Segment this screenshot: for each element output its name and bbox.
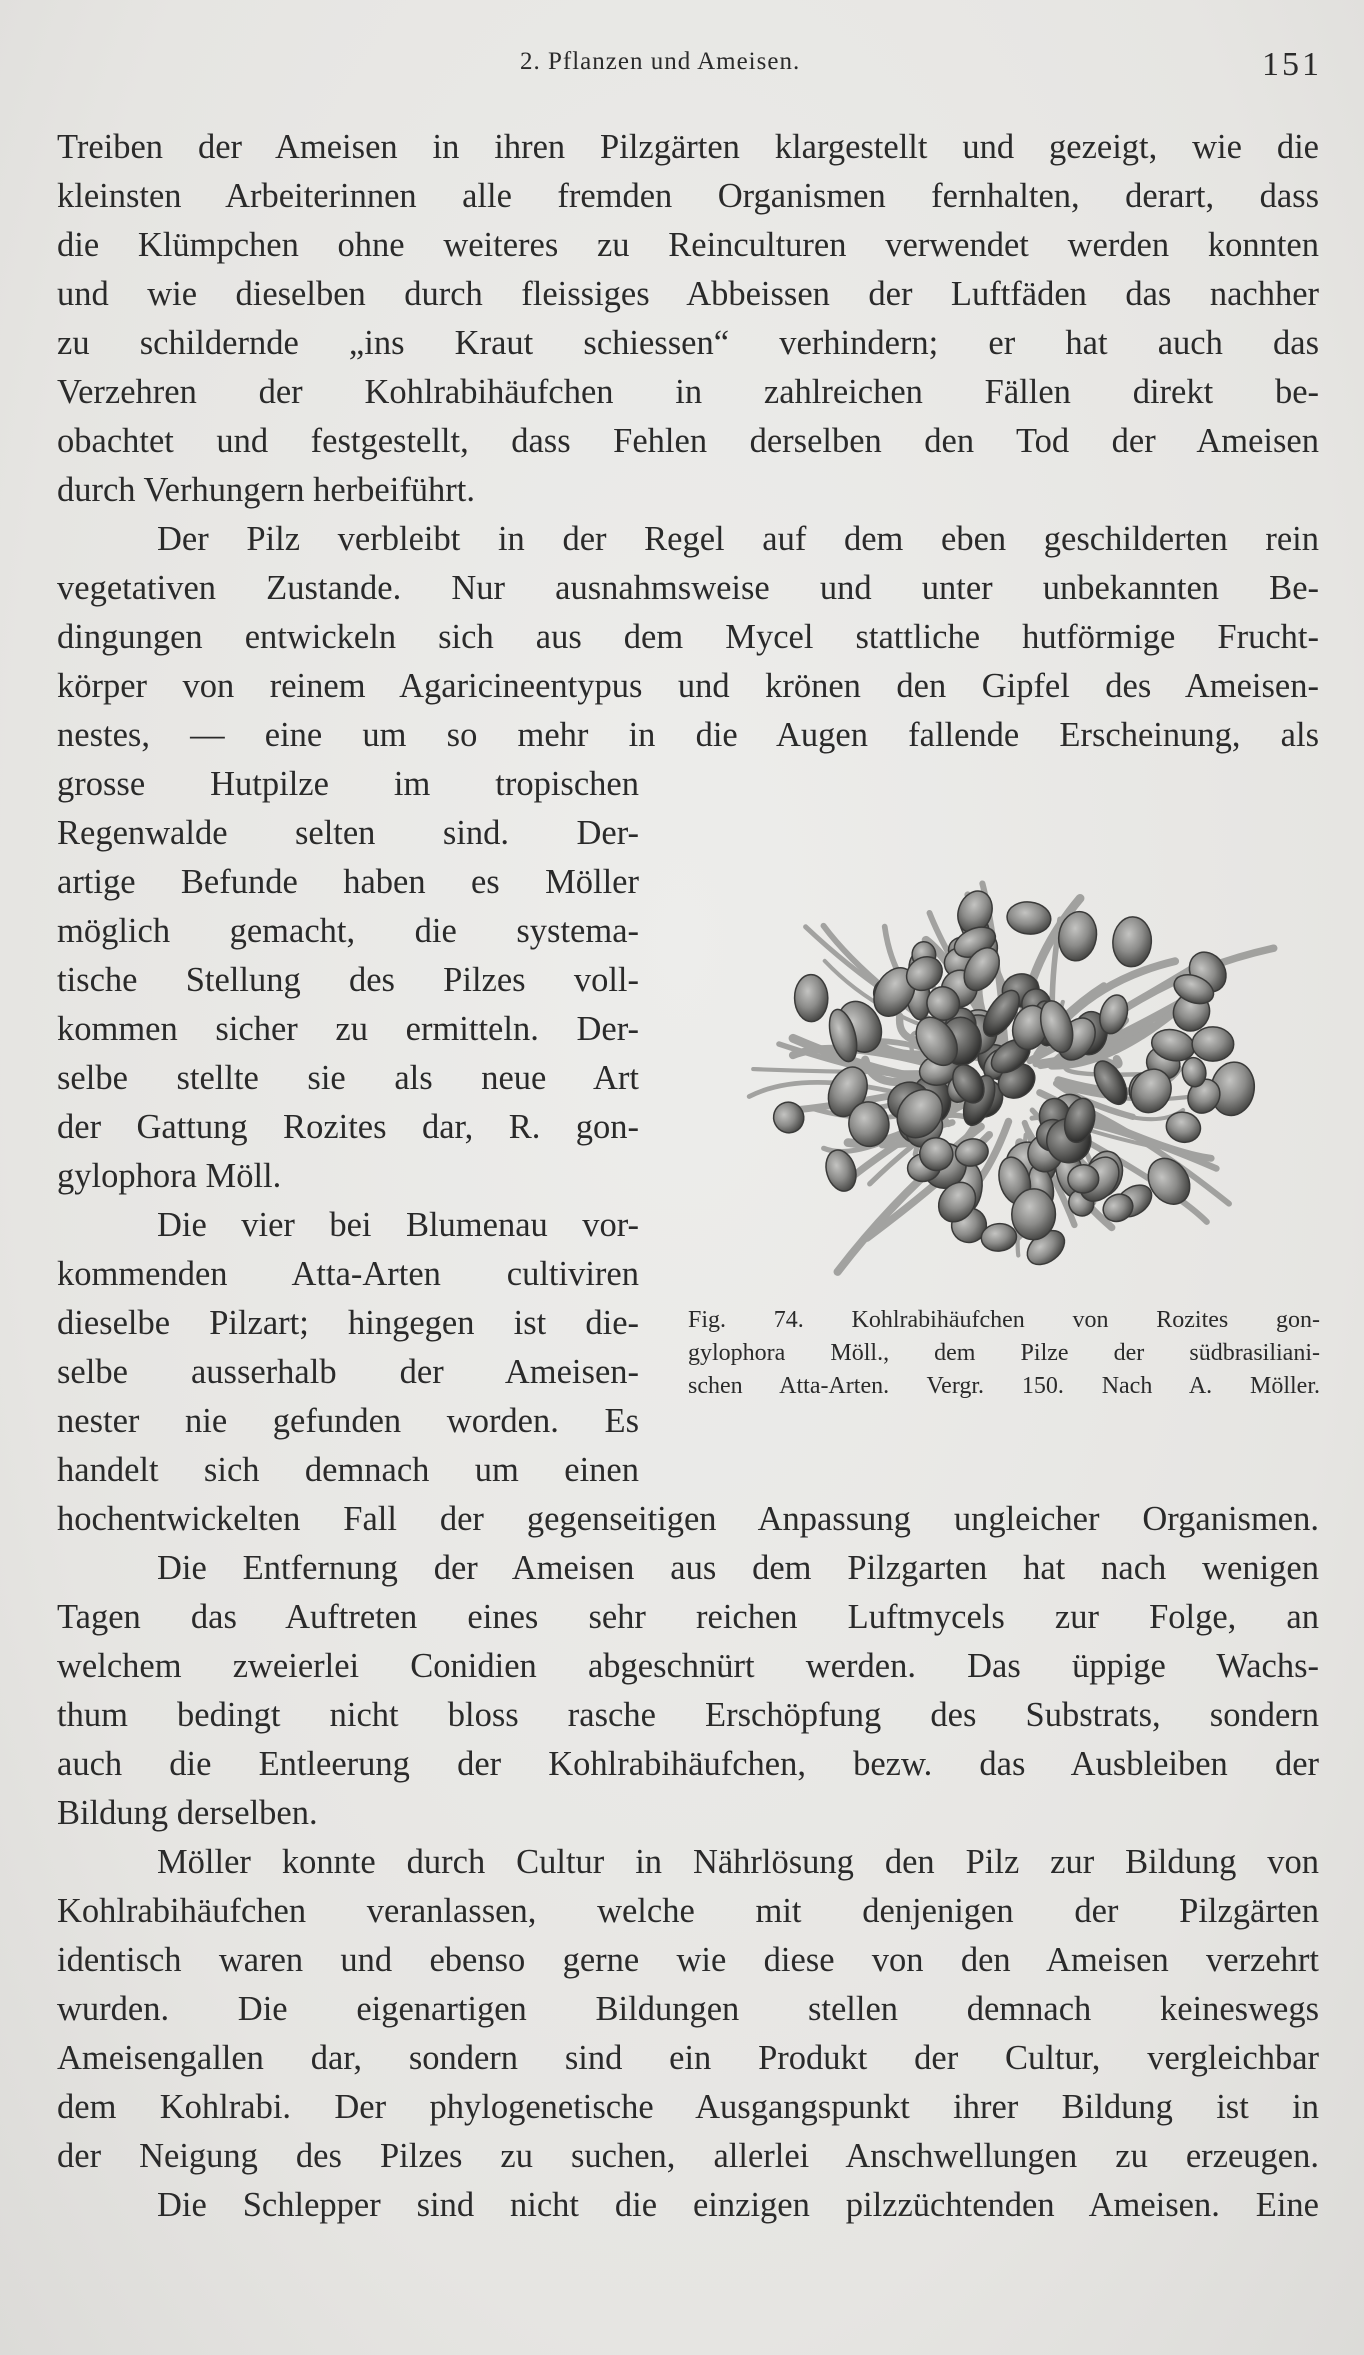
text-line: durch Verhungern herbeiführt. [57, 471, 476, 509]
text-line: handelt sich demnach um einen [57, 1451, 639, 1489]
page-header [0, 44, 1364, 84]
text-line: wurden. Die eigenartigen Bildungen stellen demnach keineswegs [57, 1990, 1319, 2028]
text-line: artige Befunde haben es Möller [57, 863, 639, 901]
caption-line: Fig. 74. Kohlrabihäufchen von Rozites gon- [688, 1307, 1320, 1333]
text-line: Die vier bei Blumenau vor- [157, 1206, 639, 1244]
text-line: der Neigung des Pilzes zu suchen, allerlei Anschwellungen zu erzeugen. [57, 2137, 1319, 2175]
figure-caption [688, 1304, 1320, 1403]
text-line: auch die Entleerung der Kohlrabihäufchen, bezw. das Ausbleiben der [57, 1745, 1319, 1783]
text-line: und wie dieselben durch fleissiges Abbeissen der Luftfäden das nachher [57, 275, 1319, 313]
text-line: Tagen das Auftreten eines sehr reichen Luftmycels zur Folge, an [57, 1598, 1319, 1636]
figure-illustration [700, 810, 1320, 1290]
text-line: Die Entfernung der Ameisen aus dem Pilzgarten hat nach wenigen [157, 1549, 1319, 1587]
text-line: grosse Hutpilze im tropischen [57, 765, 639, 803]
text-line: Bildung derselben. [57, 1794, 318, 1832]
text-line: vegetativen Zustande. Nur ausnahmsweise und unter unbekannten Be- [57, 569, 1319, 607]
text-line: der Gattung Rozites dar, R. gon- [57, 1108, 639, 1146]
caption-line: gylophora Möll., dem Pilze der südbrasiliani- [688, 1340, 1320, 1366]
swollen-hypha-bulb [1011, 1188, 1056, 1240]
text-line: welchem zweierlei Conidien abgeschnürt werden. Das üppige Wachs- [57, 1647, 1319, 1685]
text-line: kommen sicher zu ermitteln. Der- [57, 1010, 639, 1048]
text-line: Treiben der Ameisen in ihren Pilzgärten klargestellt und gezeigt, wie die [57, 128, 1319, 166]
text-line: selbe stellte sie als neue Art [57, 1059, 639, 1097]
running-head: 2. Pflanzen und Ameisen. [520, 48, 801, 75]
text-line: Regenwalde selten sind. Der- [57, 814, 639, 852]
text-line: thum bedingt nicht bloss rasche Erschöpfung des Substrats, sondern [57, 1696, 1319, 1734]
text-line: obachtet und festgestellt, dass Fehlen derselben den Tod der Ameisen [57, 422, 1319, 460]
text-line: tische Stellung des Pilzes voll- [57, 961, 639, 999]
text-line: die Klümpchen ohne weiteres zu Reinculturen verwendet werden konnten [57, 226, 1319, 264]
text-line: dem Kohlrabi. Der phylogenetische Ausgangspunkt ihrer Bildung ist in [57, 2088, 1319, 2126]
page-number: 151 [1262, 46, 1322, 83]
text-line: gylophora Möll. [57, 1157, 282, 1195]
fungus-cluster-drawing [700, 810, 1320, 1290]
text-line: nestes, — eine um so mehr in die Augen fallende Erscheinung, als [57, 716, 1319, 754]
swollen-hypha-bulb [768, 1097, 808, 1138]
text-line: Der Pilz verbleibt in der Regel auf dem eben geschilderten rein [157, 520, 1319, 558]
swollen-hypha-bulb [1005, 900, 1052, 936]
text-line: nester nie gefunden worden. Es [57, 1402, 639, 1440]
swollen-hypha-bulb [1163, 1108, 1204, 1146]
swollen-hypha-bulb [1192, 1027, 1234, 1062]
text-line: hochentwickelten Fall der gegenseitigen Anpassung ungleicher Organismen. [57, 1500, 1319, 1538]
text-line: kommenden Atta-Arten cultiviren [57, 1255, 639, 1293]
swollen-hypha-bulb [821, 1146, 861, 1195]
text-line: möglich gemacht, die systema- [57, 912, 639, 950]
text-line: Kohlrabihäufchen veranlassen, welche mit denjenigen der Pilzgärten [57, 1892, 1319, 1930]
text-line: dieselbe Pilzart; hingegen ist die- [57, 1304, 639, 1342]
text-line: Verzehren der Kohlrabihäufchen in zahlreichen Fällen direkt be- [57, 373, 1319, 411]
swollen-hypha-bulb [1111, 916, 1153, 968]
text-line: Ameisengallen dar, sondern sind ein Produkt der Cultur, vergleichbar [57, 2039, 1319, 2077]
text-line: kleinsten Arbeiterinnen alle fremden Organismen fernhalten, derart, dass [57, 177, 1319, 215]
text-line: selbe ausserhalb der Ameisen- [57, 1353, 639, 1391]
caption-line: schen Atta-Arten. Vergr. 150. Nach A. Möller. [688, 1373, 1320, 1399]
swollen-hypha-bulb [794, 974, 828, 1022]
text-line: körper von reinem Agaricineentypus und krönen den Gipfel des Ameisen- [57, 667, 1319, 705]
text-line: zu schildernde „ins Kraut schiessen“ verhindern; er hat auch das [57, 324, 1319, 362]
text-line: Möller konnte durch Cultur in Nährlösung den Pilz zur Bildung von [157, 1843, 1319, 1881]
text-line: identisch waren und ebenso gerne wie diese von den Ameisen verzehrt [57, 1941, 1319, 1979]
text-line: dingungen entwickeln sich aus dem Mycel stattliche hutförmige Frucht- [57, 618, 1319, 656]
text-line: Die Schlepper sind nicht die einzigen pilzzüchtenden Ameisen. Eine [157, 2186, 1319, 2224]
